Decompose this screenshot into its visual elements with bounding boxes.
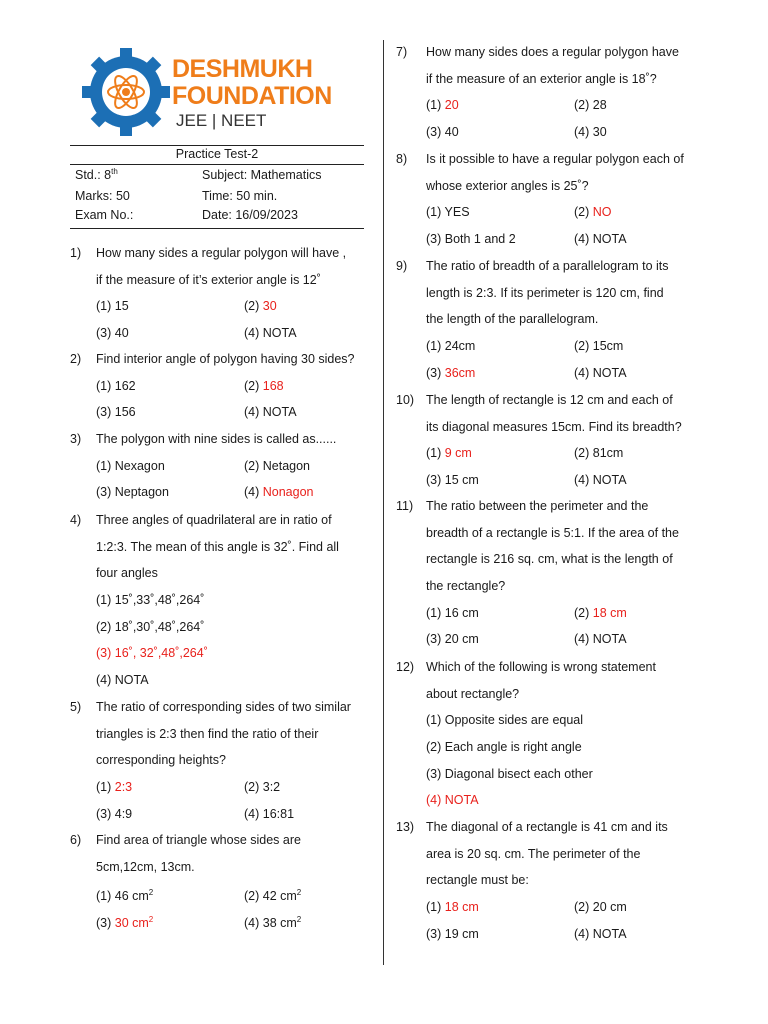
option-3: (3) 40: [426, 125, 459, 139]
question-9: [396, 253, 706, 389]
option-4: (4) NOTA: [244, 326, 297, 340]
option-4: (4) NOTA: [574, 232, 627, 246]
column-divider: [383, 40, 384, 965]
question-number: 2): [70, 352, 82, 366]
deshmukh-foundation-logo: [78, 44, 340, 140]
question-text-line: The ratio of corresponding sides of two similar: [96, 700, 351, 714]
correct-answer: 30 $cm^2$: [114, 915, 154, 931]
logo-text-deshmukh: DESHMUKH: [172, 55, 313, 83]
question-7: [396, 39, 706, 149]
option-1: (1) 162: [96, 379, 136, 393]
option-2: (2) 168: [244, 379, 284, 393]
option-1: (1) 9 cm: [426, 446, 472, 460]
question-text-line: Find area of triangle whose sides are: [96, 833, 301, 847]
question-text-line: 5cm,12cm, 13cm.: [96, 860, 195, 874]
question-12: [396, 654, 706, 818]
question-text-line: if the measure of an exterior angle is 18˚?: [426, 72, 657, 86]
question-text-line: Which of the following is wrong statement: [426, 660, 656, 674]
question-text-line: Three angles of quadrilateral are in ratio of: [96, 513, 332, 527]
option-3: (3) 36cm: [426, 366, 476, 380]
test-title: Practice Test-2: [175, 147, 259, 161]
question-number: 13): [396, 820, 415, 834]
question-text-line: How many sides a regular polygon will have ,: [96, 246, 347, 260]
question-text-line: triangles is 2:3 then find the ratio of their: [96, 727, 319, 741]
question-text-line: corresponding heights?: [96, 753, 226, 767]
option-2: (2) 42 $cm^2$: [244, 888, 302, 904]
question-text-line: rectangle must be:: [426, 873, 529, 887]
subject-label: Subject: Mathematics: [202, 168, 322, 182]
option-1: (1) Nexagon: [96, 459, 165, 473]
question-number: 6): [70, 833, 82, 847]
exam-no-label: Exam No.:: [75, 208, 134, 222]
option-3: (3) 40: [96, 326, 129, 340]
option-3: (3) Neptagon: [96, 485, 169, 499]
header-top-rule: [70, 145, 364, 146]
question-number: 3): [70, 432, 82, 446]
question-10: [396, 387, 706, 497]
option-4-correct: (4) NOTA: [426, 793, 479, 807]
question-text-line: The polygon with nine sides is called as......: [96, 432, 337, 446]
option-1: (1) 18 cm: [426, 900, 479, 914]
option-1: (1) 46 $cm^2$: [96, 888, 154, 904]
correct-answer: 36cm: [444, 366, 476, 380]
question-number: 9): [396, 259, 408, 273]
std-label: Std.: 8th: [75, 167, 118, 183]
question-number: 5): [70, 700, 82, 714]
date-label: Date: 16/09/2023: [202, 208, 298, 222]
logo-text-foundation: FOUNDATION: [172, 82, 332, 110]
option-3: (3) 30 $cm^2$: [96, 915, 154, 931]
question-number: 8): [396, 152, 408, 166]
option-1: (1) 16 cm: [426, 606, 479, 620]
correct-answer: NO: [592, 205, 612, 219]
question-text-line: The diagonal of a rectangle is 41 cm and its: [426, 820, 668, 834]
question-text-line: if the measure of it’s exterior angle is 12˚: [96, 273, 321, 287]
option-4: (4) 16:81: [244, 807, 295, 821]
header-mid-rule: [70, 164, 364, 165]
option-2: (2) NO: [574, 205, 612, 219]
correct-answer: 168: [262, 379, 284, 393]
option-1: (1) 2:3: [96, 780, 133, 794]
option-3: (3) Both 1 and 2: [426, 232, 516, 246]
option-3: (3) Diagonal bisect each other: [426, 767, 593, 781]
option-2: (2) 20 cm: [574, 900, 627, 914]
correct-answer: 30: [262, 299, 277, 313]
option-2: (2) 18˚,30˚,48˚,264˚: [96, 620, 205, 634]
question-number: 1): [70, 246, 82, 260]
question-number: 7): [396, 45, 408, 59]
question-text-line: rectangle is 216 sq. cm, what is the length of: [426, 552, 673, 566]
option-4: (4) Nonagon: [244, 485, 314, 499]
question-text-line: length is 2:3. If its perimeter is 120 cm, find: [426, 286, 664, 300]
option-4: (4) NOTA: [574, 473, 627, 487]
question-text-line: about rectangle?: [426, 687, 520, 701]
question-4: [70, 507, 370, 697]
marks-label: Marks: 50: [75, 189, 130, 203]
option-3: (3) 20 cm: [426, 632, 479, 646]
option-2: (2) Netagon: [244, 459, 311, 473]
question-5: [70, 694, 370, 830]
option-4: (4) 30: [574, 125, 607, 139]
header-bottom-rule: [70, 228, 364, 229]
question-11: [396, 493, 706, 657]
option-3: (3) 4:9: [96, 807, 133, 821]
option-1: (1) 15˚,33˚,48˚,264˚: [96, 593, 205, 607]
question-number: 11): [396, 499, 414, 513]
question-8: [396, 146, 706, 256]
option-4: (4) 38 $cm^2$: [244, 915, 302, 931]
correct-answer: 20: [444, 98, 459, 112]
question-13: [396, 814, 706, 950]
option-1: (1) 20: [426, 98, 459, 112]
option-3-correct: (3) 16˚, 32˚,48˚,264˚: [96, 646, 208, 660]
option-2: (2) Each angle is right angle: [426, 740, 582, 754]
question-text-line: The ratio of breadth of a parallelogram to its: [426, 259, 669, 273]
correct-answer: 18 cm: [592, 606, 627, 620]
question-text-line: The ratio between the perimeter and the: [426, 499, 649, 513]
question-text-line: area is 20 sq. cm. The perimeter of the: [426, 847, 641, 861]
option-2: (2) 3:2: [244, 780, 281, 794]
option-4: (4) NOTA: [574, 632, 627, 646]
question-text-line: Is it possible to have a regular polygon each of: [426, 152, 684, 166]
question-text-line: How many sides does a regular polygon have: [426, 45, 679, 59]
option-4: (4) NOTA: [244, 405, 297, 419]
question-6: [70, 827, 370, 937]
option-2: (2) 81cm: [574, 446, 624, 460]
question-1: [70, 240, 370, 350]
correct-answer: Nonagon: [262, 485, 314, 499]
option-3: (3) 19 cm: [426, 927, 479, 941]
question-number: 12): [396, 660, 415, 674]
question-text-line: whose exterior angles is 25˚?: [426, 179, 589, 193]
option-3: (3) 15 cm: [426, 473, 479, 487]
option-2: (2) 30: [244, 299, 277, 313]
question-2: [70, 346, 370, 428]
question-text-line: Find interior angle of polygon having 30 sides?: [96, 352, 355, 366]
question-number: 4): [70, 513, 82, 527]
logo-text-exams: JEE | NEET: [176, 111, 267, 130]
option-3: (3) 156: [96, 405, 136, 419]
question-text-line: The length of rectangle is 12 cm and each of: [426, 393, 673, 407]
correct-answer: 2:3: [114, 780, 133, 794]
question-text-line: four angles: [96, 566, 158, 580]
correct-answer: 18 cm: [444, 900, 479, 914]
option-4: (4) NOTA: [574, 366, 627, 380]
option-1: (1) Opposite sides are equal: [426, 713, 584, 727]
option-2: (2) 15cm: [574, 339, 624, 353]
question-text-line: the rectangle?: [426, 579, 506, 593]
time-label: Time: 50 min.: [202, 189, 278, 203]
option-1: (1) YES: [426, 205, 470, 219]
question-text-line: the length of the parallelogram.: [426, 312, 599, 326]
question-3: [70, 426, 370, 508]
question-number: 10): [396, 393, 415, 407]
correct-answer: 9 cm: [444, 446, 472, 460]
option-1: (1) 24cm: [426, 339, 476, 353]
option-2: (2) 18 cm: [574, 606, 627, 620]
gear-atom-icon: [78, 44, 174, 140]
question-text-line: 1:2:3. The mean of this angle is 32˚. Find all: [96, 540, 339, 554]
option-4: (4) NOTA: [96, 673, 149, 687]
question-text-line: its diagonal measures 15cm. Find its breadth?: [426, 420, 682, 434]
option-4: (4) NOTA: [574, 927, 627, 941]
option-1: (1) 15: [96, 299, 129, 313]
question-text-line: breadth of a rectangle is 5:1. If the area of the: [426, 526, 679, 540]
option-2: (2) 28: [574, 98, 607, 112]
